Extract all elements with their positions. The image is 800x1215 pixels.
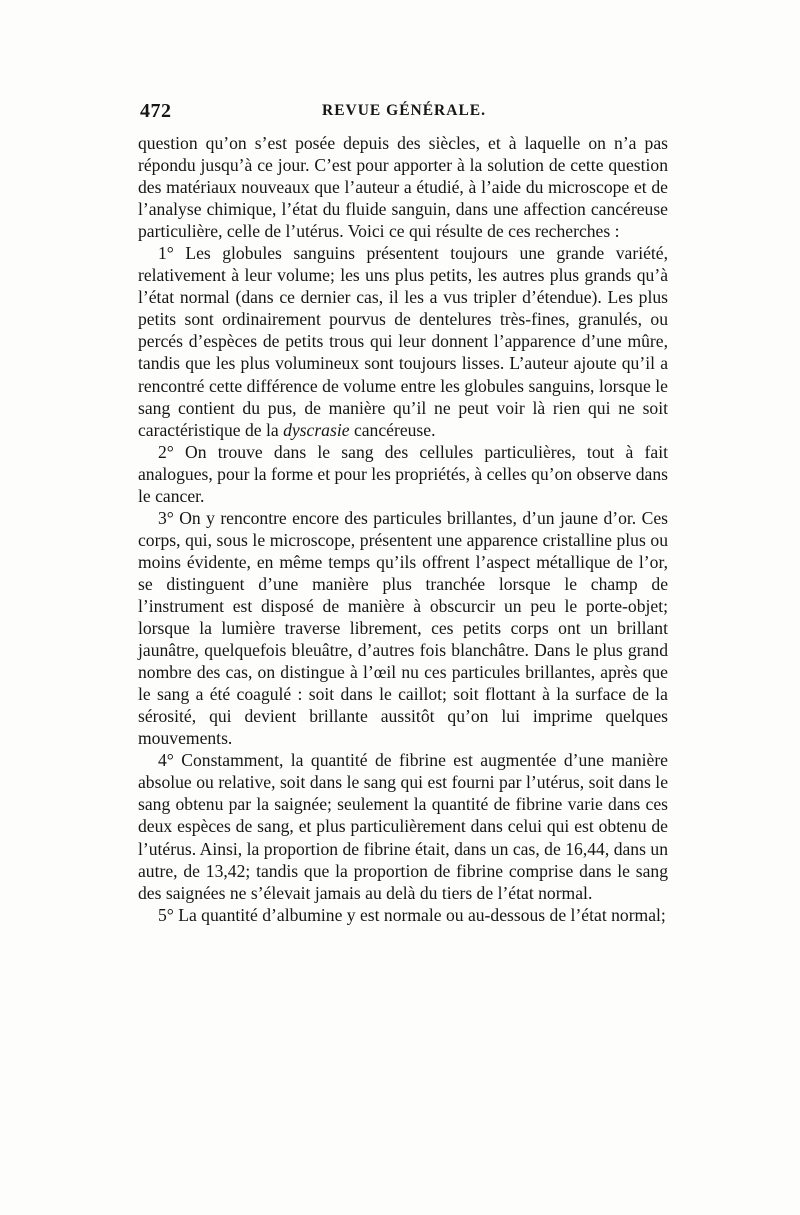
running-title: REVUE GÉNÉRALE. [322,102,486,119]
paragraph-item-1-text: 1° Les globules sanguins présentent toujours une grande variété, relativement à leur volume; les uns plus petits, les autres plus grands qu’à l’état normal (dans ce dernier cas, il les a vus tripler d’étendue). Les plus petits sont ordinairement pourvus de dentelures très-fines, granulés, ou percés d’espèces de petits trous qui leur donnent l’apparence d’une mûre, tandis que les plus volumineux sont toujours lisses. L’auteur ajoute qu’il a rencontré cette différence de volume entre les globules sanguins, lorsque le sang contient du pus, de manière qu’il ne peut voir là rien qui ne soit caractéristique de la [138,243,668,440]
paragraph-item-1-end: cancéreuse. [353,419,436,440]
body-text [138,132,668,926]
paragraph-intro: question qu’on s’est posée depuis des siècles, et à laquelle on n’a pas répondu jusqu’à ce jour. C’est pour apporter à la solution de cette question des matériaux nouveaux que l’auteur a étudié, à l’aide du microscope et de l’analyse chimique, l’état du fluide sanguin, dans une affection cancéreuse particulière, celle de l’utérus. Voici ce qui résulte de ces recherches : [138,133,668,242]
paragraph-item-3: 3° On y rencontre encore des particules brillantes, d’un jaune d’or. Ces corps, qui, sous le microscope, présentent une apparence cristalline plus ou moins évidente, en même temps qu’ils offrent l’aspect métallique de l’or, se distinguent d’une manière plus tranchée lorsque le champ de l’instrument est disposé de manière à obscurcir un peu le porte-objet; lorsque la lumière traverse librement, ces petits corps ont un brillant jaunâtre, quelquefois bleuâtre, d’autres fois blanchâtre. Dans le plus grand nombre des cas, on distingue à l’œil nu ces particules brillantes, après que le sang a été coagulé : soit dans le caillot; soit flottant à la surface de la sérosité, qui devient brillante aussitôt qu’on lui imprime quelques mouvements. [138,507,668,749]
paragraph-item-5: 5° La quantité d’albumine y est normale ou au-dessous de l’état normal; [158,904,666,925]
page-header [140,100,670,126]
italic-term-dyscrasie: dyscrasie [283,419,350,440]
paragraph-item-4: 4° Constamment, la quantité de fibrine est augmentée d’une manière absolue ou relative, soit dans le sang qui est fourni par l’utérus, soit dans le sang obtenu par la saignée; seulement la quantité de fibrine varie dans ces deux espèces de sang, et plus particulièrement dans celui qui est obtenu de l’utérus. Ainsi, la proportion de fibrine était, dans un cas, de 16,44, dans un autre, de 13,42; tandis que la proportion de fibrine comprise dans le sang des saignées ne s’élevait jamais au delà du tiers de l’état normal. [138,750,668,903]
paragraph-item-2: 2° On trouve dans le sang des cellules particulières, tout à fait analogues, pour la forme et pour les propriétés, à celles qu’on observe dans le cancer. [138,441,668,506]
paragraph-item-1 [138,242,668,440]
page-number: 472 [140,100,172,122]
